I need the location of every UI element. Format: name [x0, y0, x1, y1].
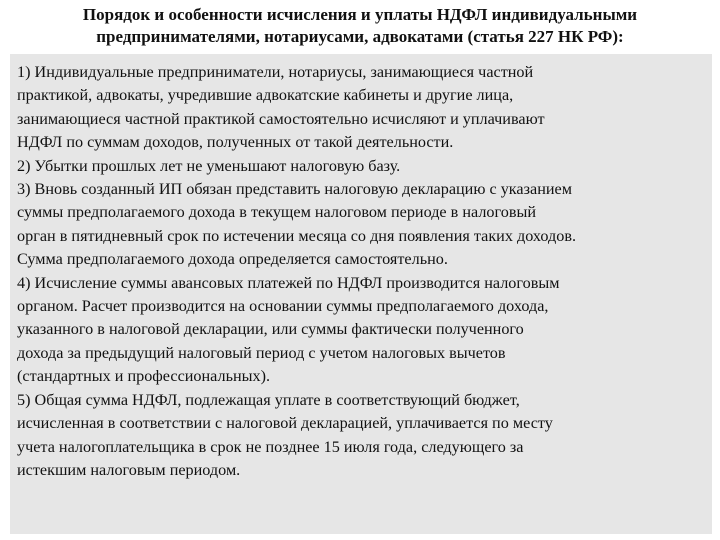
item-line: занимающиеся частной практикой самостоятельно исчисляют и уплачивают [17, 109, 545, 128]
item-line: 5) Общая сумма НДФЛ, подлежащая уплате в соответствующий бюджет, [17, 390, 520, 409]
item-4 [17, 272, 712, 389]
title-line: предпринимателями, нотариусами, адвокатами (статья 227 НК РФ): [96, 27, 624, 46]
item-line: практикой, адвокаты, учредившие адвокатские кабинеты и другие лица, [17, 86, 514, 105]
item-line: 3) Вновь созданный ИП обязан представить налоговую декларацию с указанием [17, 180, 572, 199]
item-1 [17, 61, 712, 155]
item-line: истекшим налоговым периодом. [17, 460, 241, 479]
item-line: исчисленная в соответствии с налоговой декларацией, уплачивается по месту [17, 414, 553, 433]
item-5 [17, 389, 712, 483]
item-line: орган в пятидневный срок по истечении месяца со дня появления таких доходов. [17, 226, 577, 245]
item-line: указанного в налоговой декларации, или суммы фактически полученного [17, 320, 524, 339]
item-line: 2) Убытки прошлых лет не уменьшают налоговую базу. [17, 156, 401, 175]
item-line: органом. Расчет производится на основании суммы предполагаемого дохода, [17, 297, 549, 316]
item-line: Сумма предполагаемого дохода определяется самостоятельно. [17, 250, 448, 269]
item-3 [17, 178, 712, 272]
item-line: 1) Индивидуальные предприниматели, нотариусы, занимающиеся частной [17, 63, 534, 81]
content-box [10, 54, 712, 534]
slide-title [20, 4, 700, 48]
item-line: НДФЛ по суммам доходов, полученных от такой деятельности. [17, 133, 454, 152]
item-line: суммы предполагаемого дохода в текущем налоговом периоде в налоговый [17, 203, 537, 222]
item-line: учета налогоплательщика в срок не позднее 15 июля года, следующего за [17, 437, 524, 456]
item-line: дохода за предыдущий налоговый период с учетом налоговых вычетов [17, 343, 506, 362]
item-line: (стандартных и профессиональных). [17, 367, 271, 386]
title-line: Порядок и особенности исчисления и уплаты НДФЛ индивидуальными [82, 5, 638, 24]
item-line: 4) Исчисление суммы авансовых платежей по НДФЛ производится налоговым [17, 273, 560, 292]
item-2 [17, 155, 712, 178]
